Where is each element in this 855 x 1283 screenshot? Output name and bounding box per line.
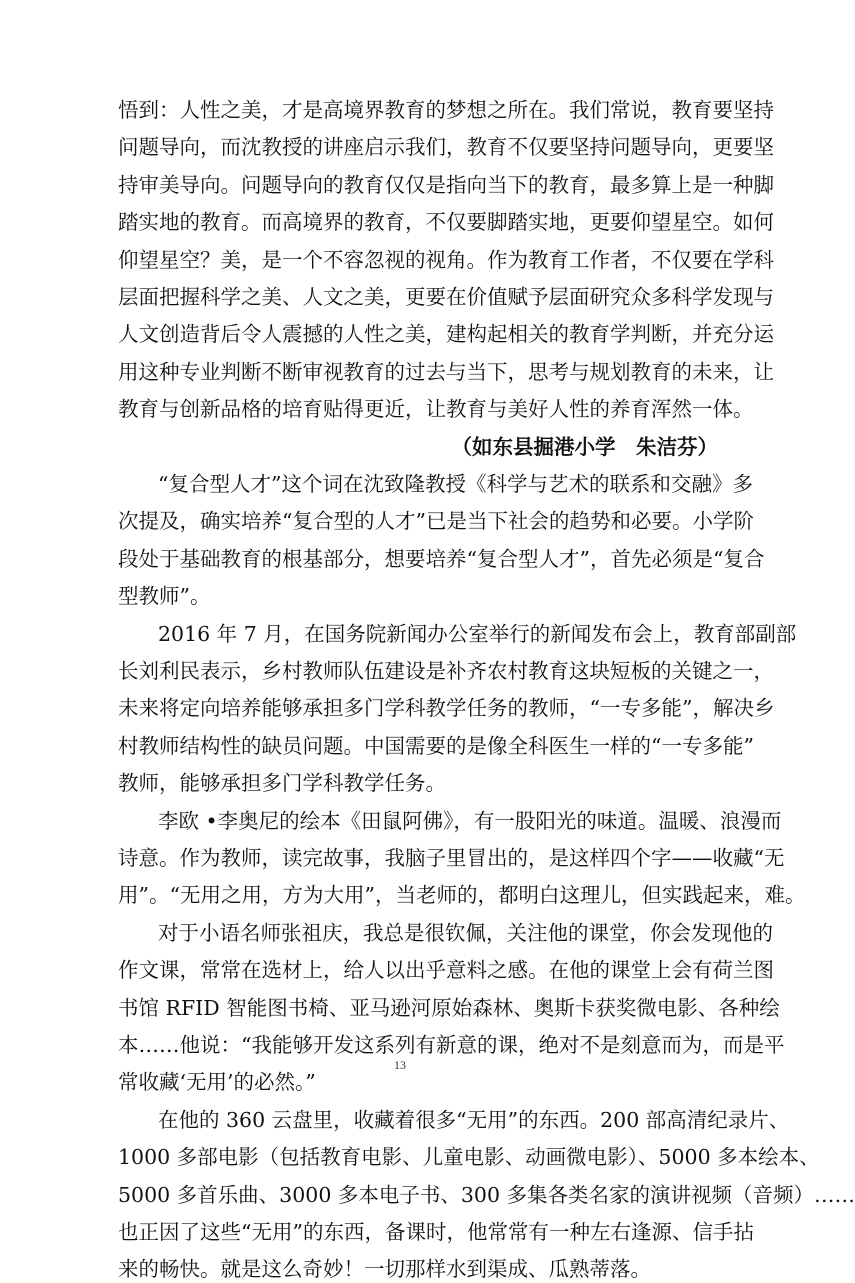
- author-signature: （如东县掘港小学 朱洁芬）: [451, 435, 718, 459]
- body-text-line: 对于小语名师张祖庆，我总是很钦佩，关注他的课堂，你会发现他的: [158, 921, 773, 945]
- body-text-line: “复合型人才”这个词在沈致隆教授《科学与艺术的联系和交融》多: [158, 472, 753, 496]
- body-text-line: 书馆 RFID 智能图书椅、亚马逊河原始森林、奥斯卡获奖微电影、各种绘: [118, 996, 780, 1020]
- body-text-line: 来的畅快。就是这么奇妙！一切那样水到渠成、瓜熟蒂落。: [118, 1257, 651, 1281]
- body-text-line: 人文创造背后令人震撼的人性之美，建构起相关的教育学判断，并充分运: [118, 322, 774, 346]
- body-text-line: 持审美导向。问题导向的教育仅仅是指向当下的教育，最多算上是一种脚: [118, 173, 774, 197]
- body-text-line: 仰望星空？美，是一个不容忽视的视角。作为教育工作者，不仅要在学科: [118, 248, 774, 272]
- page-number: 13: [394, 1058, 406, 1072]
- body-text-line: 在他的 360 云盘里，收藏着很多“无用”的东西。200 部高清纪录片、: [158, 1108, 790, 1132]
- body-text-line: 诗意。作为教师，读完故事，我脑子里冒出的，是这样四个字——收藏“无: [118, 846, 785, 870]
- body-text-line: 5000 多首乐曲、3000 多本电子书、300 多集各类名家的演讲视频（音频）……: [118, 1183, 855, 1207]
- body-text-line: 层面把握科学之美、人文之美，更要在价值赋予层面研究众多科学发现与: [118, 285, 774, 309]
- body-text-line: 教育与创新品格的培育贴得更近，让教育与美好人性的养育浑然一体。: [118, 397, 754, 421]
- body-text-line: 2016 年 7 月，在国务院新闻办公室举行的新闻发布会上，教育部副部: [158, 622, 797, 646]
- body-text-line: 段处于基础教育的根基部分，想要培养“复合型人才”，首先必须是“复合: [118, 547, 765, 571]
- body-text-line: 常收藏‘无用’的必然。”: [118, 1070, 316, 1094]
- body-text-line: 型教师”。: [118, 584, 211, 608]
- body-text-line: 悟到：人性之美，才是高境界教育的梦想之所在。我们常说，教育要坚持: [118, 98, 774, 122]
- body-text-line: 次提及，确实培养“复合型的人才”已是当下社会的趋势和必要。小学阶: [118, 509, 754, 533]
- body-text-line: 用”。“无用之用，方为大用”，当老师的，都明白这理儿，但实践起来，难。: [118, 883, 806, 907]
- body-text-line: 踏实地的教育。而高境界的教育，不仅要脚踏实地，更要仰望星空。如何: [118, 210, 774, 234]
- body-text-line: 长刘利民表示，乡村教师队伍建设是补齐农村教育这块短板的关键之一，: [118, 659, 774, 683]
- body-text-line: 问题导向，而沈教授的讲座启示我们，教育不仅要坚持问题导向，更要坚: [118, 135, 774, 159]
- body-text-line: 用这种专业判断不断审视教育的过去与当下，思考与规划教育的未来，让: [118, 360, 774, 384]
- body-text-line: 作文课，常常在选材上，给人以出乎意料之感。在他的课堂上会有荷兰图: [118, 958, 774, 982]
- body-text-line: 本……他说：“我能够开发这系列有新意的课，绝对不是刻意而为，而是平: [118, 1033, 785, 1057]
- body-text-line: 未来将定向培养能够承担多门学科教学任务的教师，“一专多能”，解决乡: [118, 696, 775, 720]
- body-text-line: 1000 多部电影（包括教育电影、儿童电影、动画微电影）、5000 多本绘本、: [118, 1145, 820, 1169]
- body-text-line: 李欧 •李奥尼的绘本《田鼠阿佛》，有一股阳光的味道。温暖、浪漫而: [158, 809, 782, 833]
- body-text-line: 村教师结构性的缺员问题。中国需要的是像全科医生一样的“一专多能”: [118, 734, 754, 758]
- body-text-line: 也正因了这些“无用”的东西，备课时，他常常有一种左右逢源、信手拈: [118, 1220, 754, 1244]
- body-text-line: 教师，能够承担多门学科教学任务。: [118, 771, 446, 795]
